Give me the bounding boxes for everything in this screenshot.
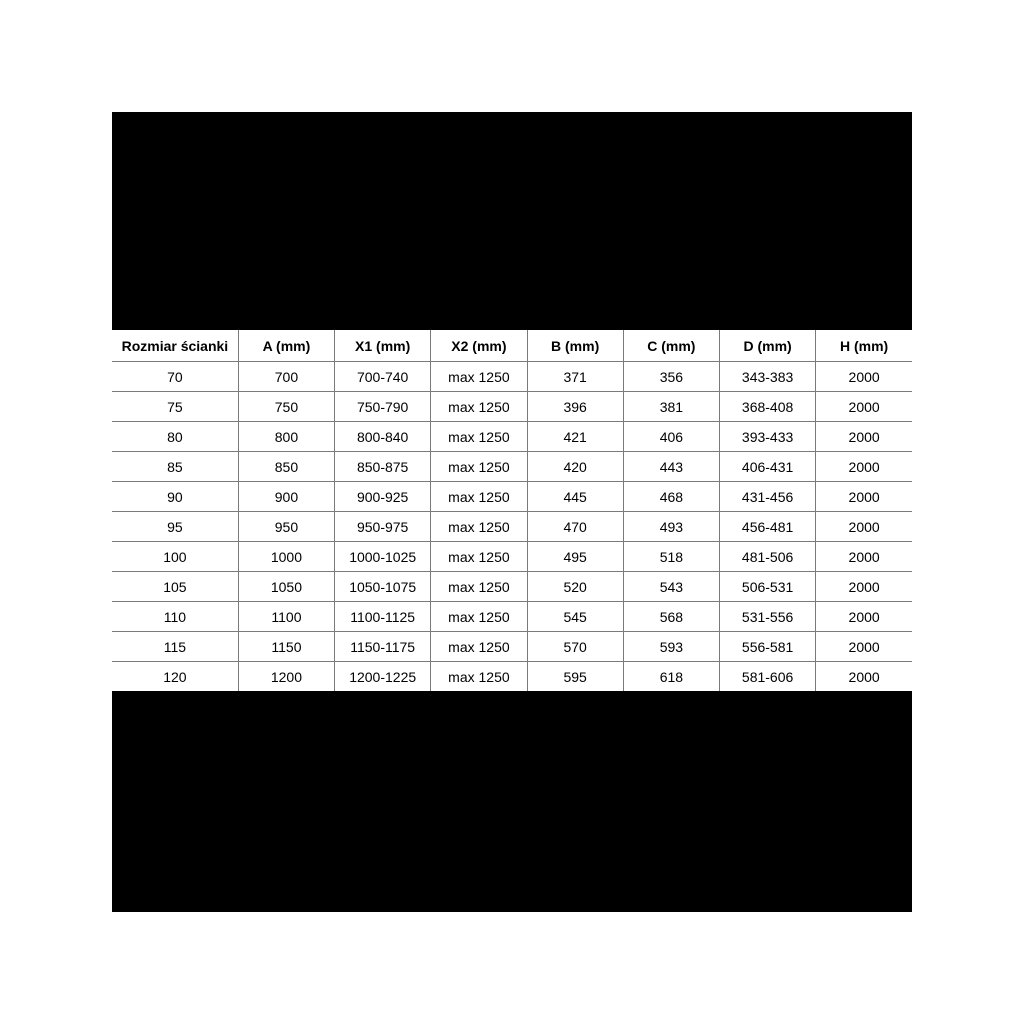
- table-cell: 120: [112, 662, 238, 692]
- table-row: [112, 662, 912, 692]
- header-cell: X1 (mm): [335, 330, 431, 362]
- table-cell: max 1250: [431, 362, 527, 392]
- table-cell: 115: [112, 632, 238, 662]
- table-cell: 2000: [816, 512, 912, 542]
- header-cell: D (mm): [719, 330, 815, 362]
- table-cell: 2000: [816, 392, 912, 422]
- table-cell: max 1250: [431, 422, 527, 452]
- table-cell: 800-840: [335, 422, 431, 452]
- table-cell: 581-606: [719, 662, 815, 692]
- table-cell: 2000: [816, 632, 912, 662]
- table-cell: 420: [527, 452, 623, 482]
- header-cell: X2 (mm): [431, 330, 527, 362]
- table-cell: 95: [112, 512, 238, 542]
- table-cell: max 1250: [431, 482, 527, 512]
- table-cell: 900-925: [335, 482, 431, 512]
- table-cell: max 1250: [431, 392, 527, 422]
- table-cell: 2000: [816, 452, 912, 482]
- table-cell: 421: [527, 422, 623, 452]
- table-row: [112, 392, 912, 422]
- table-cell: 545: [527, 602, 623, 632]
- dimensions-table: [112, 330, 912, 691]
- header-cell: C (mm): [623, 330, 719, 362]
- table-cell: 1050-1075: [335, 572, 431, 602]
- table-cell: 2000: [816, 362, 912, 392]
- table-cell: 1150-1175: [335, 632, 431, 662]
- header-cell: Rozmiar ścianki: [112, 330, 238, 362]
- table-cell: 381: [623, 392, 719, 422]
- table-cell: 406-431: [719, 452, 815, 482]
- table-cell: 481-506: [719, 542, 815, 572]
- table-row: [112, 362, 912, 392]
- table-cell: 520: [527, 572, 623, 602]
- table-cell: max 1250: [431, 602, 527, 632]
- table-cell: 506-531: [719, 572, 815, 602]
- table-cell: 518: [623, 542, 719, 572]
- table-cell: max 1250: [431, 542, 527, 572]
- table-cell: 110: [112, 602, 238, 632]
- table-row: [112, 482, 912, 512]
- table-cell: 850: [238, 452, 334, 482]
- table-cell: 800: [238, 422, 334, 452]
- table-cell: 2000: [816, 542, 912, 572]
- table-cell: 618: [623, 662, 719, 692]
- table-cell: 531-556: [719, 602, 815, 632]
- table-cell: 356: [623, 362, 719, 392]
- table-row: [112, 602, 912, 632]
- table-cell: 105: [112, 572, 238, 602]
- table-cell: 570: [527, 632, 623, 662]
- table-cell: 2000: [816, 572, 912, 602]
- table-cell: 850-875: [335, 452, 431, 482]
- table-cell: 100: [112, 542, 238, 572]
- table-row: [112, 632, 912, 662]
- table-cell: 2000: [816, 422, 912, 452]
- table-row: [112, 452, 912, 482]
- table-cell: 900: [238, 482, 334, 512]
- table-cell: 75: [112, 392, 238, 422]
- table-cell: 468: [623, 482, 719, 512]
- table-cell: 368-408: [719, 392, 815, 422]
- table-cell: max 1250: [431, 512, 527, 542]
- header-cell: A (mm): [238, 330, 334, 362]
- table-cell: max 1250: [431, 572, 527, 602]
- table-cell: 1050: [238, 572, 334, 602]
- table-cell: 396: [527, 392, 623, 422]
- table-row: [112, 422, 912, 452]
- header-row: [112, 330, 912, 362]
- table-cell: 750: [238, 392, 334, 422]
- table-cell: 80: [112, 422, 238, 452]
- table-row: [112, 512, 912, 542]
- table-cell: 443: [623, 452, 719, 482]
- table-cell: 343-383: [719, 362, 815, 392]
- table-cell: 700-740: [335, 362, 431, 392]
- table-cell: 1000: [238, 542, 334, 572]
- table-cell: 2000: [816, 482, 912, 512]
- dimensions-table-container: [112, 330, 912, 691]
- table-cell: 470: [527, 512, 623, 542]
- table-row: [112, 572, 912, 602]
- table-cell: 70: [112, 362, 238, 392]
- table-cell: 595: [527, 662, 623, 692]
- table-cell: 90: [112, 482, 238, 512]
- table-cell: 1150: [238, 632, 334, 662]
- table-cell: 2000: [816, 602, 912, 632]
- table-cell: 445: [527, 482, 623, 512]
- table-cell: 431-456: [719, 482, 815, 512]
- table-cell: 950: [238, 512, 334, 542]
- table-cell: 1100: [238, 602, 334, 632]
- table-cell: max 1250: [431, 662, 527, 692]
- table-cell: 950-975: [335, 512, 431, 542]
- table-cell: 2000: [816, 662, 912, 692]
- table-cell: 1200: [238, 662, 334, 692]
- table-cell: 456-481: [719, 512, 815, 542]
- table-row: [112, 542, 912, 572]
- table-cell: 543: [623, 572, 719, 602]
- table-cell: max 1250: [431, 632, 527, 662]
- table-cell: 556-581: [719, 632, 815, 662]
- table-cell: 493: [623, 512, 719, 542]
- table-cell: 1200-1225: [335, 662, 431, 692]
- header-cell: B (mm): [527, 330, 623, 362]
- table-cell: 495: [527, 542, 623, 572]
- table-cell: 568: [623, 602, 719, 632]
- table-cell: 750-790: [335, 392, 431, 422]
- table-cell: 406: [623, 422, 719, 452]
- header-cell: H (mm): [816, 330, 912, 362]
- table-cell: 393-433: [719, 422, 815, 452]
- table-cell: 593: [623, 632, 719, 662]
- table-cell: 1100-1125: [335, 602, 431, 632]
- table-cell: max 1250: [431, 452, 527, 482]
- table-cell: 1000-1025: [335, 542, 431, 572]
- table-cell: 371: [527, 362, 623, 392]
- table-cell: 85: [112, 452, 238, 482]
- table-cell: 700: [238, 362, 334, 392]
